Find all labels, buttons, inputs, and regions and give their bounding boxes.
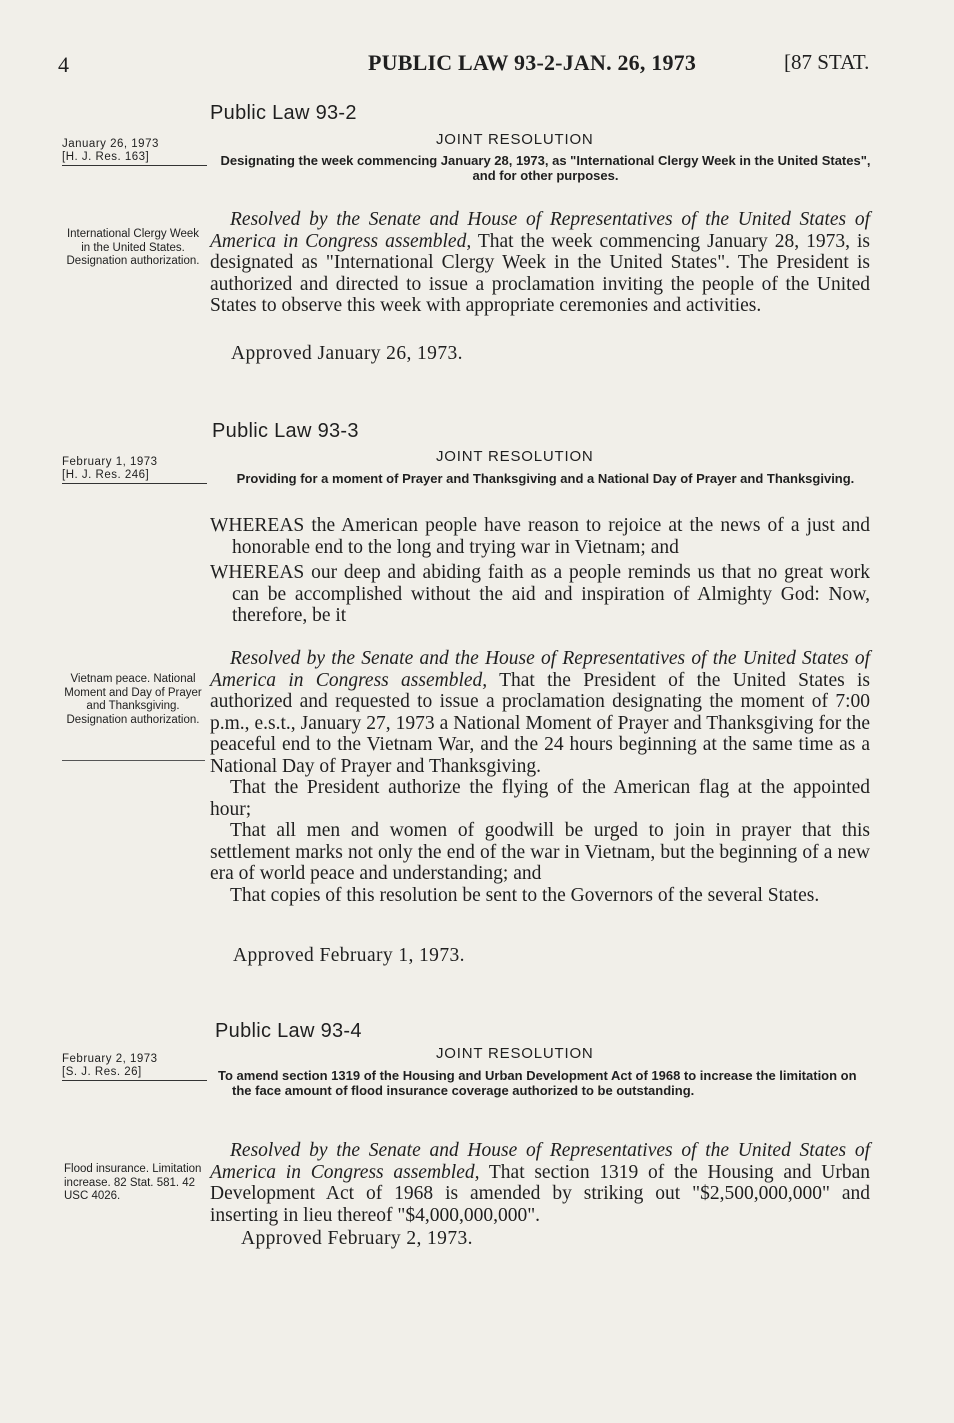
- enacting-clause: Resolved by the Senate and House of Representatives of the United States of America in Congress assembled,: [210, 209, 870, 252]
- resolution-body: [210, 648, 870, 906]
- resolution-paragraph: That the President authorize the flying of the American flag at the appointed hour;: [210, 777, 870, 820]
- joint-resolution-heading: JOINT RESOLUTION: [436, 1045, 594, 1062]
- resolution-purpose: Designating the week commencing January 28, 1973, as "International Clergy Week in the United States", and for other purposes.: [220, 153, 871, 183]
- bill-number: [H. J. Res. 246]: [62, 469, 207, 484]
- divider: [62, 760, 205, 761]
- bill-number: [S. J. Res. 26]: [62, 1066, 207, 1081]
- enactment-date: January 26, 1973: [62, 138, 159, 150]
- resolution-purpose: [218, 1068, 873, 1098]
- resolution-text: That section 1319 of the Housing and Urban Development Act of 1968 is amended by striking out "$2,500,000,000" and inserting in lieu thereof "$4,000,000,000".: [210, 1161, 870, 1226]
- marginal-note: Flood insurance. Limitation increase. 82 Stat. 581. 42 USC 4026.: [64, 1163, 202, 1202]
- law-title-93-4: Public Law 93-4: [215, 1020, 362, 1042]
- margin-date-93-3: [62, 456, 207, 484]
- whereas-clause: WHEREAS the American people have reason to rejoice at the news of a just and honorable end to the long and trying war in Vietnam; and: [210, 515, 870, 558]
- resolution-body: [210, 209, 870, 317]
- resolution-purpose: Providing for a moment of Prayer and Thanksgiving and a National Day of Prayer and Thanksgiving.: [236, 471, 855, 486]
- joint-resolution-heading: JOINT RESOLUTION: [436, 448, 594, 465]
- margin-date-93-2: [62, 138, 207, 166]
- law-title-93-3: Public Law 93-3: [212, 420, 359, 442]
- approval-date: Approved February 2, 1973.: [241, 1228, 473, 1249]
- resolution-text: That the week commencing January 28, 1973, is designated as "International Clergy Week in the United States". The President is authorized and directed to issue a proclamation inviting the people of the United States to observe this week with appropriate ceremonies and activities.: [210, 230, 870, 316]
- enacting-clause: Resolved by the Senate and House of Representatives of the United States of America in Congress assembled,: [210, 1140, 870, 1183]
- marginal-note: Vietnam peace. National Moment and Day of Prayer and Thanksgiving. Designation authorization.: [64, 673, 202, 726]
- bill-number: [H. J. Res. 163]: [62, 151, 207, 166]
- resolution-text: That the President of the United States is authorized and requested to issue a proclamation designating the moment of 7:00 p.m., e.s.t., January 27, 1973 a National Moment of Prayer and Thanksgiving for the peaceful end to the Vietnam War, and the 24 hours beginning at the same time as a National Day of Prayer and Thanksgiving.: [210, 669, 870, 777]
- approval-date: Approved January 26, 1973.: [231, 343, 463, 364]
- whereas-clause: WHEREAS our deep and abiding faith as a people reminds us that no great work can be accomplished without the aid and inspiration of Almighty God: Now, therefore, be it: [210, 562, 870, 626]
- enacting-clause: Resolved by the Senate and the House of Representatives of the United States of America in Congress assembled,: [210, 648, 870, 691]
- stat-reference: [87 STAT.: [784, 50, 870, 74]
- joint-resolution-heading: JOINT RESOLUTION: [436, 131, 594, 148]
- law-title-93-2: Public Law 93-2: [210, 102, 357, 124]
- resolution-body: [210, 1140, 870, 1226]
- page-number: 4: [58, 52, 69, 77]
- approval-date: Approved February 1, 1973.: [233, 945, 465, 966]
- resolution-paragraph: That copies of this resolution be sent to the Governors of the several States.: [230, 884, 820, 906]
- purpose-text: To amend section 1319 of the Housing and Urban Development Act of 1968 to increase the limitation on the face amount of flood insurance coverage authorized to be outstanding.: [218, 1068, 857, 1098]
- whereas-clauses: [210, 515, 870, 627]
- enactment-date: February 2, 1973: [62, 1053, 158, 1065]
- marginal-note: International Clergy Week in the United States. Designation authorization.: [66, 228, 200, 267]
- enactment-date: February 1, 1973: [62, 456, 158, 468]
- margin-date-93-4: [62, 1053, 207, 1081]
- running-head: PUBLIC LAW 93-2-JAN. 26, 1973: [368, 50, 697, 75]
- resolution-paragraph: That all men and women of goodwill be urged to join in prayer that this settlement marks not only the end of the war in Vietnam, but the beginning of a new era of world peace and understanding; and: [210, 820, 870, 884]
